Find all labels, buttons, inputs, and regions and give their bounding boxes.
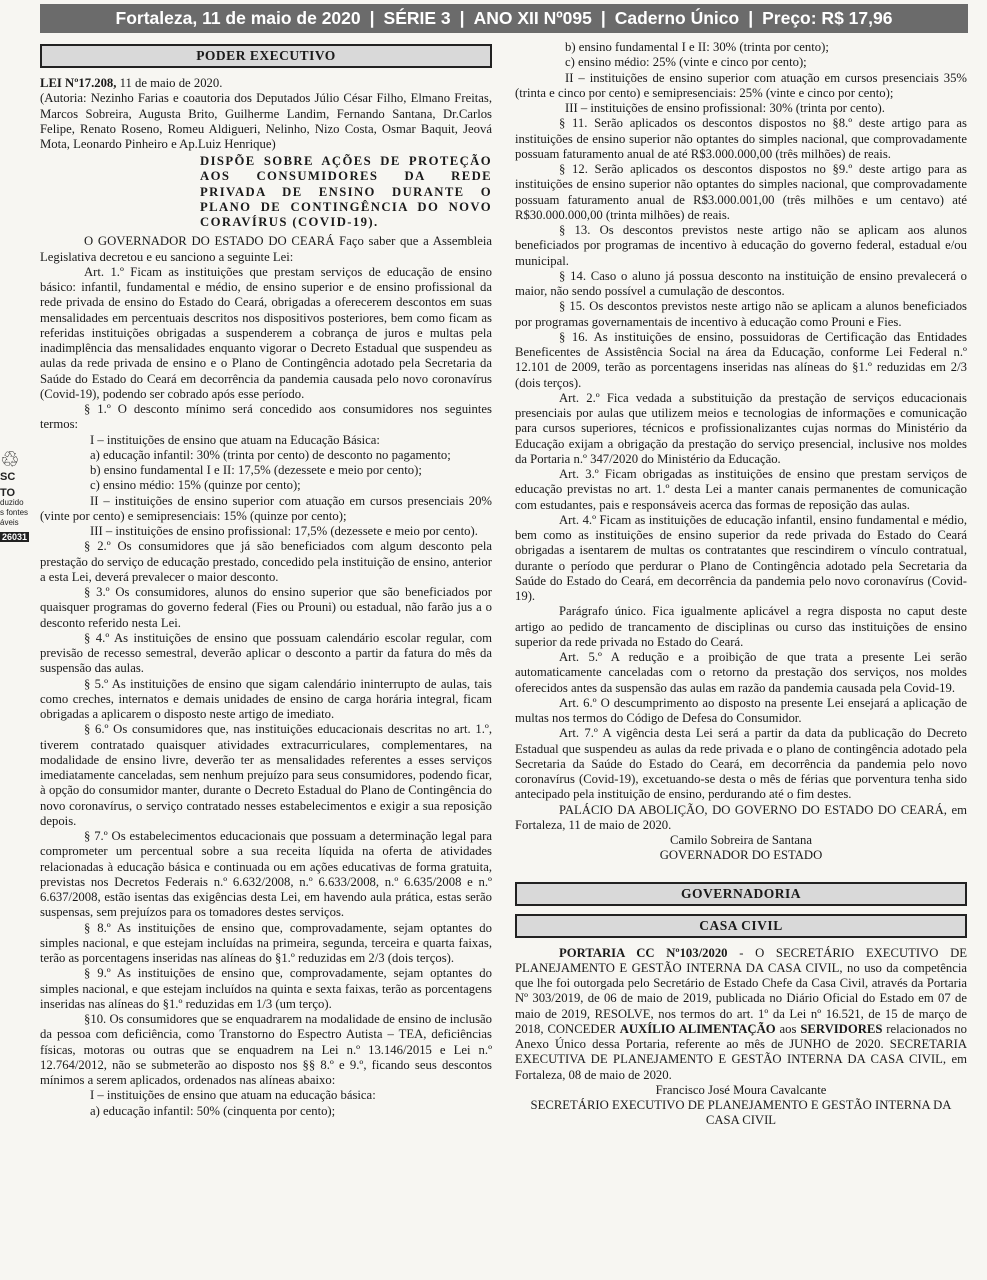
item-c: c) ensino médio: 25% (vinte e cinco por cento); (565, 55, 807, 70)
paragraph-12: § 12. Serão aplicados os descontos dispostos no §9.º deste artigo para as instituições de ensino superior não optantes do simples nacional, que comprovadamente possuam faturamento anual de R$3.000.001,00 (três milhões e um centavo) até R$30.000.000,00 (trinta milhões) de reais. (515, 162, 967, 222)
stamp-code: 26031 (2, 532, 28, 542)
certification-stamp (0, 448, 34, 568)
right-column (515, 40, 967, 1129)
law-preamble: O GOVERNADOR DO ESTADO DO CEARÁ Faço saber que a Assembleia Legislativa decretou e eu sanciono a seguinte Lei: (40, 234, 492, 264)
stamp-text: TO (0, 487, 16, 499)
paragraph-9: § 9.º As instituições de ensino que, comprovadamente, sejam optantes do simples nacional, e que estejam incluídos na quinta e sexta faixas, terão as porcentagens inseridas nas alíneas do §1.º reduzidas em 1/3 (um terço). (40, 966, 492, 1011)
masthead-price: Preço: R$ 17,96 (762, 8, 893, 28)
masthead-date: Fortaleza, 11 de maio de 2020 (115, 8, 361, 28)
paragraph-14: § 14. Caso o aluno já possua desconto na instituição de ensino prevalecerá o maior, não sendo possível a cumulação de descontos. (515, 268, 967, 298)
portaria-body: - O SECRETÁRIO EXECUTIVO DE PLANEJAMENTO E GESTÃO INTERNA DA CASA CIVIL, no uso da competência que lhe foi outorgada pelo Secretário de Estado Chefe da Casa Civil, através da Portaria Nº 303/2019, de 06 de maio de 2019, publicada no Diário Oficial do Estado em 07 de maio de 2019, RESOLVE, nos termos do art. 1º da Lei nº 16.521, de 15 de março de 2018, CONCEDER (515, 945, 967, 1036)
article-4: Art. 4.º Ficam as instituições de educação infantil, ensino fundamental e médio, bem como as instituições de ensino superior da rede privada do Estado do Ceará obrigadas a isentarem de multas os contratantes que rescindirem o vínculo contratual, durante o período que perdurar o Plano de Contingência adotado pela Secretaria da Saúde do Estado do Ceará, em decorrência da pandemia pelo novo coronavírus (Covid-19). (515, 512, 967, 603)
recycle-icon: ♲ (0, 448, 20, 472)
article-7: Art. 7.º A vigência desta Lei será a partir da data da publicação do Decreto Estadual que suspendeu as aulas da rede privada e o plano de contingência adotado pela Secretaria da Saúde do Estado do Ceará, em decorrência da pandemia pelo novo coronavírus (Covid-19), excetuando-se desta o mês de férias que porventura tenha sido antecipado pela instituição de ensino, perdurando até o fim destes. (515, 726, 967, 802)
law-date: 11 de maio de 2020. (116, 76, 223, 90)
item-I: I – instituições de ensino que atuam na educação básica: (90, 1088, 376, 1103)
paragraph-8: § 8.º As instituições de ensino que, comprovadamente, sejam optantes do simples nacional, e que estejam incluídas na primeira, segunda, terceira e quarta faixas, terão as porcentagens inseridas nas alíneas do §1.º reduzidas em 2/3 (dois terços). (40, 920, 492, 966)
section-header-casa-civil: CASA CIVIL (515, 914, 967, 938)
left-column (40, 44, 492, 1119)
masthead-separator: | (600, 8, 606, 28)
portaria-body: aos (775, 1021, 801, 1036)
palace-closing: PALÁCIO DA ABOLIÇÃO, DO GOVERNO DO ESTADO DO CEARÁ, em Fortaleza, 11 de maio de 2020. (515, 802, 967, 832)
item-a: a) educação infantil: 30% (trinta por cento) de desconto no pagamento; (90, 447, 451, 462)
stamp-text: SC (0, 471, 16, 483)
masthead-series: SÉRIE 3 (383, 8, 451, 28)
portaria-benefit: AUXÍLIO ALIMENTAÇÃO (619, 1021, 776, 1036)
section-header-poder-executivo: PODER EXECUTIVO (40, 44, 492, 68)
law-authorship: (Autoria: Nezinho Farias e coautoria dos Deputados Júlio César Filho, Elmano Freitas, Marcos Sobreira, Augusta Brito, Guilherme Landim, Fernando Santana, Dr.Carlos Felipe, Renato Roseno, Romeu Aldigueri, Nelinho, Nizo Costa, Osmar Baquit, Jeová Mota, Leonardo Pinheiro e Ap.Luiz Henrique) (40, 91, 492, 151)
portaria-text (515, 946, 967, 1083)
signer-name: Camilo Sobreira de Santana (670, 833, 812, 847)
stamp-text: s fontes (0, 508, 29, 517)
article-2: Art. 2.º Fica vedada a substituição da prestação de serviços educacionais presenciais por aulas que utilizem meios e tecnologias de informações e comunicação para cursos superiores, técnicos e profissionalizantes cujas normas do Ministério da Educação exijam a obrigação da prestação do serviço presencial, inclusive nos moldes da Portaria n.º 347/2020 do Ministério da Educação. (515, 390, 967, 466)
article-4-sole-paragraph: Parágrafo único. Fica igualmente aplicável a regra disposta no caput deste artigo ao pedido de trancamento de disciplinas ou curso das instituições de ensino superior da rede privada no Estado do Ceará. (515, 604, 967, 649)
article-1: Art. 1.º Ficam as instituições que prestam serviços de educação de ensino básico: infantil, fundamental e médio, de ensino superior e de ensino profissional da rede privada de ensino do Estado do Ceará, obrigadas a oferecerem descontos em suas mensalidades em percentuais descritos nos dispositivos posteriores, bem como ficam as referidas instituições obrigadas a suspenderem a cobrança de juros e multas pela inadimplência das mensalidades enquanto vigorar o Decreto Estadual que suspendeu as aulas da rede privada de ensino e o Plano de Contingência adotado pela Secretaria da Saúde do Estado do Ceará em decorrência da pandemia causada pelo novo coronavírus (Covid-19), podendo ser cobrado após esse período. (40, 264, 492, 401)
item-II: II – instituições de ensino superior com atuação em cursos presenciais 20% (vinte por cento) e semipresenciais: 15% (quinze por cento); (40, 493, 492, 523)
item-a: a) educação infantil: 50% (cinquenta por cento); (90, 1103, 336, 1118)
law-ementa: DISPÕE SOBRE AÇÕES DE PROTEÇÃO AOS CONSUMIDORES DA REDE PRIVADA DE ENSINO DURANTE O PLANO DE CONTINGÊNCIA DO NOVO CORAVÍRUS (COVID-19). (200, 154, 492, 230)
article-6: Art. 6.º O descumprimento ao disposto na presente Lei ensejará a aplicação de multas nos termos do Código de Defesa do Consumidor. (515, 695, 967, 725)
paragraph-4: § 4.º As instituições de ensino que possuam calendário escolar regular, com previsão de recesso semestral, deverão aplicar o desconto a partir da fatura do mês da suspensão das aulas. (40, 630, 492, 676)
masthead-separator: | (369, 8, 375, 28)
item-III: III – instituições de ensino profissional: 30% (trinta por cento). (565, 101, 885, 115)
article-5: Art. 5.º A redução e a proibição de que trata a presente Lei serão automaticamente canceladas com o retorno da prestação dos serviços, nos moldes oferecidos antes da suspensão das aulas em razão da pandemia causada pela Covid-19. (515, 650, 967, 695)
masthead-separator: | (748, 8, 754, 28)
portaria-beneficiaries: SERVIDORES (800, 1021, 883, 1036)
masthead-bar (40, 4, 968, 33)
paragraph-2: § 2.º Os consumidores que já são beneficiados com algum desconto pela prestação do serviço de educação prestado, concedido pela instituição de ensino, anterior a esta Lei, deverá prevalecer o maior desconto. (40, 539, 492, 584)
portaria-body: relacionados no Anexo Único dessa Portaria, referente ao mês de JUNHO de 2020. SECRETARIA EXECUTIVA DE PLANEJAMENTO E GESTÃO INTERNA DA CASA CIVIL, em Fortaleza, 08 de maio de 2020. (515, 1021, 967, 1082)
item-III: III – instituições de ensino profissional: 17,5% (dezessete e meio por cento). (90, 524, 478, 539)
item-II: II – instituições de ensino superior com atuação em cursos presenciais 35% (trinta e cinco por cento) e semipresenciais: 25% (vinte e cinco por cento); (515, 70, 967, 100)
article-3: Art. 3.º Ficam obrigadas as instituições de ensino que prestam serviços de educação previstas no art. 1.º desta Lei a manter canais permanentes de comunicação com estudantes, pais e responsáveis acerca das formas de reposição das aulas. (515, 467, 967, 512)
paragraph-7: § 7.º Os estabelecimentos educacionais que possuam a determinação legal para comprometer um percentual sobre a sua receita líquida na oferta de atividades relacionadas à educação básica e continuada ou em ações educativas de forma gratuita, previstas nos Decretos Federais n.º 6.632/2008, n.º 6.633/2008, n.º 6.635/2008 e n.º 6.637/2008, estão isentas das exigências desta Lei, em havendo aula prática, estas serão suspensas, sem prejuízos para os tomadores destes serviços. (40, 829, 492, 920)
paragraph-13: § 13. Os descontos previstos neste artigo não se aplicam aos alunos beneficiados por programas de incentivo à educação do governo federal, estadual e/ou municipal. (515, 223, 967, 268)
paragraph-10: §10. Os consumidores que se enquadrarem na modalidade de ensino de inclusão da pessoa com deficiência, como Transtorno do Espectro Autista – TEA, deficiências físicas, motoras ou outras que se enquadrem na Lei n.º 13.146/2015 e Lei n.º 12.764/2012, não se submeterão ao disposto nos §§ 8.º e 9.º, ficando seus descontos mínimos a serem aplicados, ordenados nas alíneas abaixo: (40, 1012, 492, 1088)
masthead-edition: ANO XII Nº095 (473, 8, 592, 28)
paragraph-16: § 16. As instituições de ensino, possuidoras de Certificação das Entidades Beneficentes de Assistência Social na área da Educação, conforme Lei Federal n.º 12.101 de 2009, terão as porcentagens inseridas nas alíneas do §1.º reduzidas em 2/3 (dois terços). (515, 329, 967, 390)
item-b: b) ensino fundamental I e II: 30% (trinta por cento); (565, 40, 829, 54)
item-I: I – instituições de ensino que atuam na Educação Básica: (90, 432, 380, 447)
law-number: LEI Nº17.208, (40, 76, 117, 90)
paragraph-6: § 6.º Os consumidores que, nas instituições educacionais descritas no art. 1.º, tiverem contratado quaisquer atividades extracurriculares, complementares, na modalidade de ensino livre, deverão ter as mensalidades referentes a esses serviços imediatamente canceladas, sem nenhum prejuízo para seus consumidores, podendo ficar, à opção do consumidor manter, durante o Decreto Estadual do Plano de Contingência do novo coronavírus, o serviço contratado nesses estabelecimentos e exigir a sua reposição depois. (40, 722, 492, 828)
stamp-text: áveis (0, 518, 19, 527)
paragraph-5: § 5.º As instituições de ensino que sigam calendário ininterrupto de aulas, tais como creches, internatos e demais unidades de ensino de carga horária integral, ficam obrigadas a aplicarem o disposto neste artigo de imediato. (40, 676, 492, 722)
portaria-signer-name: Francisco José Moura Cavalcante (655, 1082, 827, 1097)
masthead-section: Caderno Único (614, 8, 740, 28)
law-heading (40, 76, 492, 91)
item-c: c) ensino médio: 15% (quinze por cento); (90, 478, 301, 493)
portaria-number: PORTARIA CC Nº103/2020 (559, 945, 728, 960)
paragraph-15: § 15. Os descontos previstos neste artigo não se aplicam a alunos beneficiados por programas governamentais de incentivo à educação como Prouni e Fies. (515, 299, 967, 329)
masthead-separator: | (459, 8, 465, 28)
paragraph-1: § 1.º O desconto mínimo será concedido aos consumidores nos seguintes termos: (40, 402, 492, 432)
paragraph-11: § 11. Serão aplicados os descontos dispostos no §8.º deste artigo para as instituições de ensino superior não optantes do simples nacional, que comprovadamente possuam faturamento anual de até R$3.000.000,00 (três milhões) de reais. (515, 116, 967, 161)
paragraph-3: § 3.º Os consumidores, alunos do ensino superior que são beneficiados por quaisquer programas do governo federal (Fies ou Prouni) ou estadual, não farão jus a o desconto referido nesta Lei. (40, 585, 492, 630)
portaria-signer-title: SECRETÁRIO EXECUTIVO DE PLANEJAMENTO E GESTÃO INTERNA DA CASA CIVIL (530, 1098, 952, 1128)
item-b: b) ensino fundamental I e II: 17,5% (dezessete e meio por cento); (90, 463, 422, 478)
signer-title: GOVERNADOR DO ESTADO (659, 848, 823, 863)
section-header-governadoria: GOVERNADORIA (515, 882, 967, 906)
stamp-text: duzido (0, 498, 24, 507)
